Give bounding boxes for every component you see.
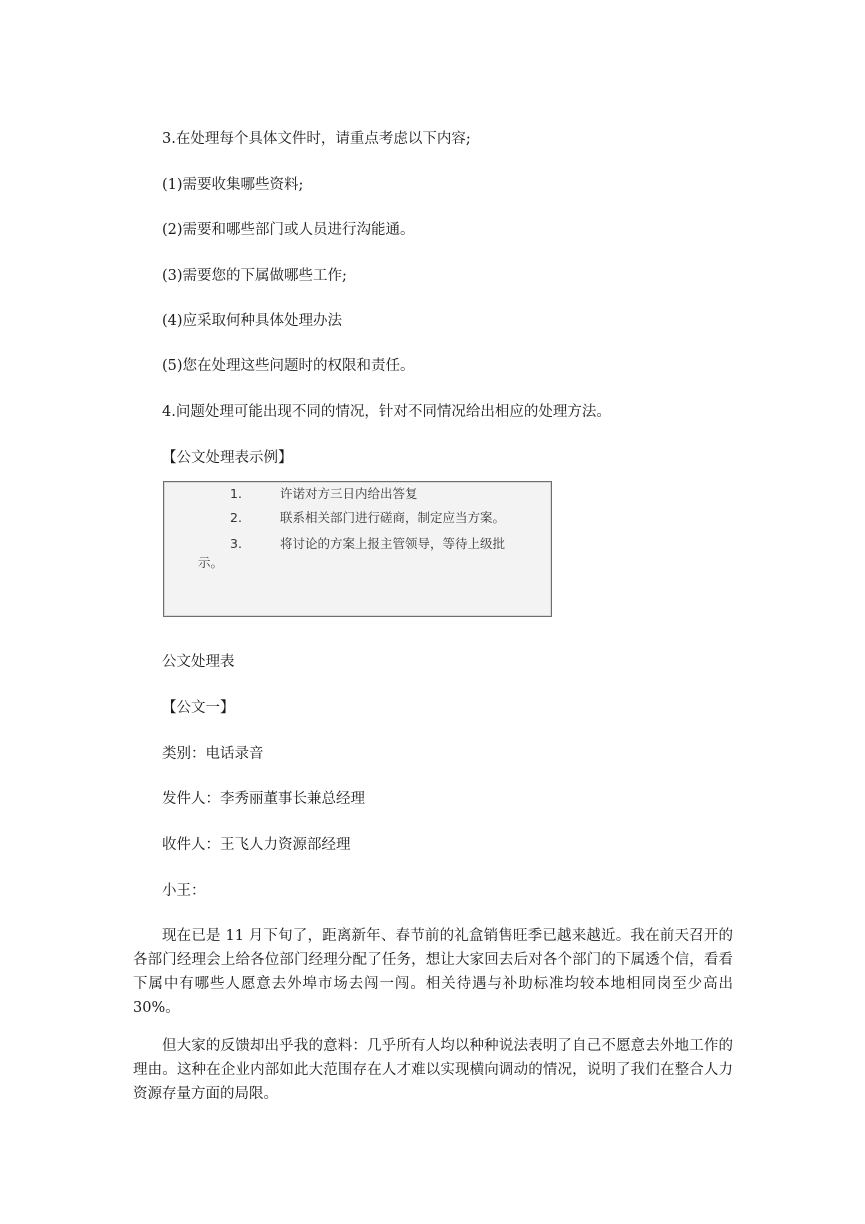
document-category: 类别：电话录音 [162, 746, 264, 762]
instruction-item-4: 4.问题处理可能出现不同的情况，针对不同情况给出相应的处理方法。 [162, 404, 611, 420]
instruction-sub-3: (3)需要您的下属做哪些工作; [162, 268, 347, 284]
document-recipient: 收件人：王飞人力资源部经理 [162, 837, 351, 853]
document-heading: 【公文一】 [162, 700, 235, 716]
document-sender: 发件人：李秀丽董事长兼总经理 [162, 791, 365, 807]
instruction-sub-5: (5)您在处理这些问题时的权限和责任。 [162, 358, 415, 374]
instruction-sub-2: (2)需要和哪些部门或人员进行沟能通。 [162, 222, 415, 238]
example-heading: 【公文处理表示例】 [162, 450, 293, 466]
body-paragraph-1: 现在已是 11 月下旬了，距离新年、春节前的礼盒销售旺季已越来越近。我在前天召开的各部门经理会上给各位部门经理分配了任务，想让大家回去后对各个部门的下属透个信，看看下属中有哪些人愿意去外埠市场去闯一闯。相关待遇与补助标准均较本地相同岗至少高出 30%。 [133, 928, 733, 1016]
example-item-1-text: 许诺对方三日内给出答复 [280, 486, 418, 501]
document-salutation: 小王： [162, 883, 206, 899]
form-title: 公文处理表 [162, 654, 235, 670]
instruction-item-3: 3.在处理每个具体文件时，请重点考虑以下内容; [162, 131, 471, 147]
example-item-1-number: 1. [230, 486, 242, 501]
instruction-sub-1: (1)需要收集哪些资料; [162, 177, 304, 193]
example-item-3-continuation: 示。 [198, 555, 224, 570]
body-paragraph-2: 但大家的反馈却出乎我的意料：几乎所有人均以种种说法表明了自己不愿意去外地工作的理由。这种在企业内部如此大范围存在人才难以实现横向调动的情况，说明了我们在整合人力资源存量方面的局限。 [133, 1038, 733, 1102]
example-item-3-number: 3. [230, 536, 242, 551]
example-item-2-text: 联系相关部门进行磋商，制定应当方案。 [280, 510, 506, 525]
example-item-3-text: 将讨论的方案上报主管领导，等待上级批 [280, 536, 506, 551]
example-item-2-number: 2. [230, 510, 242, 525]
example-table-image [163, 481, 552, 617]
instruction-sub-4: (4)应采取何种具体处理办法 [162, 313, 343, 329]
